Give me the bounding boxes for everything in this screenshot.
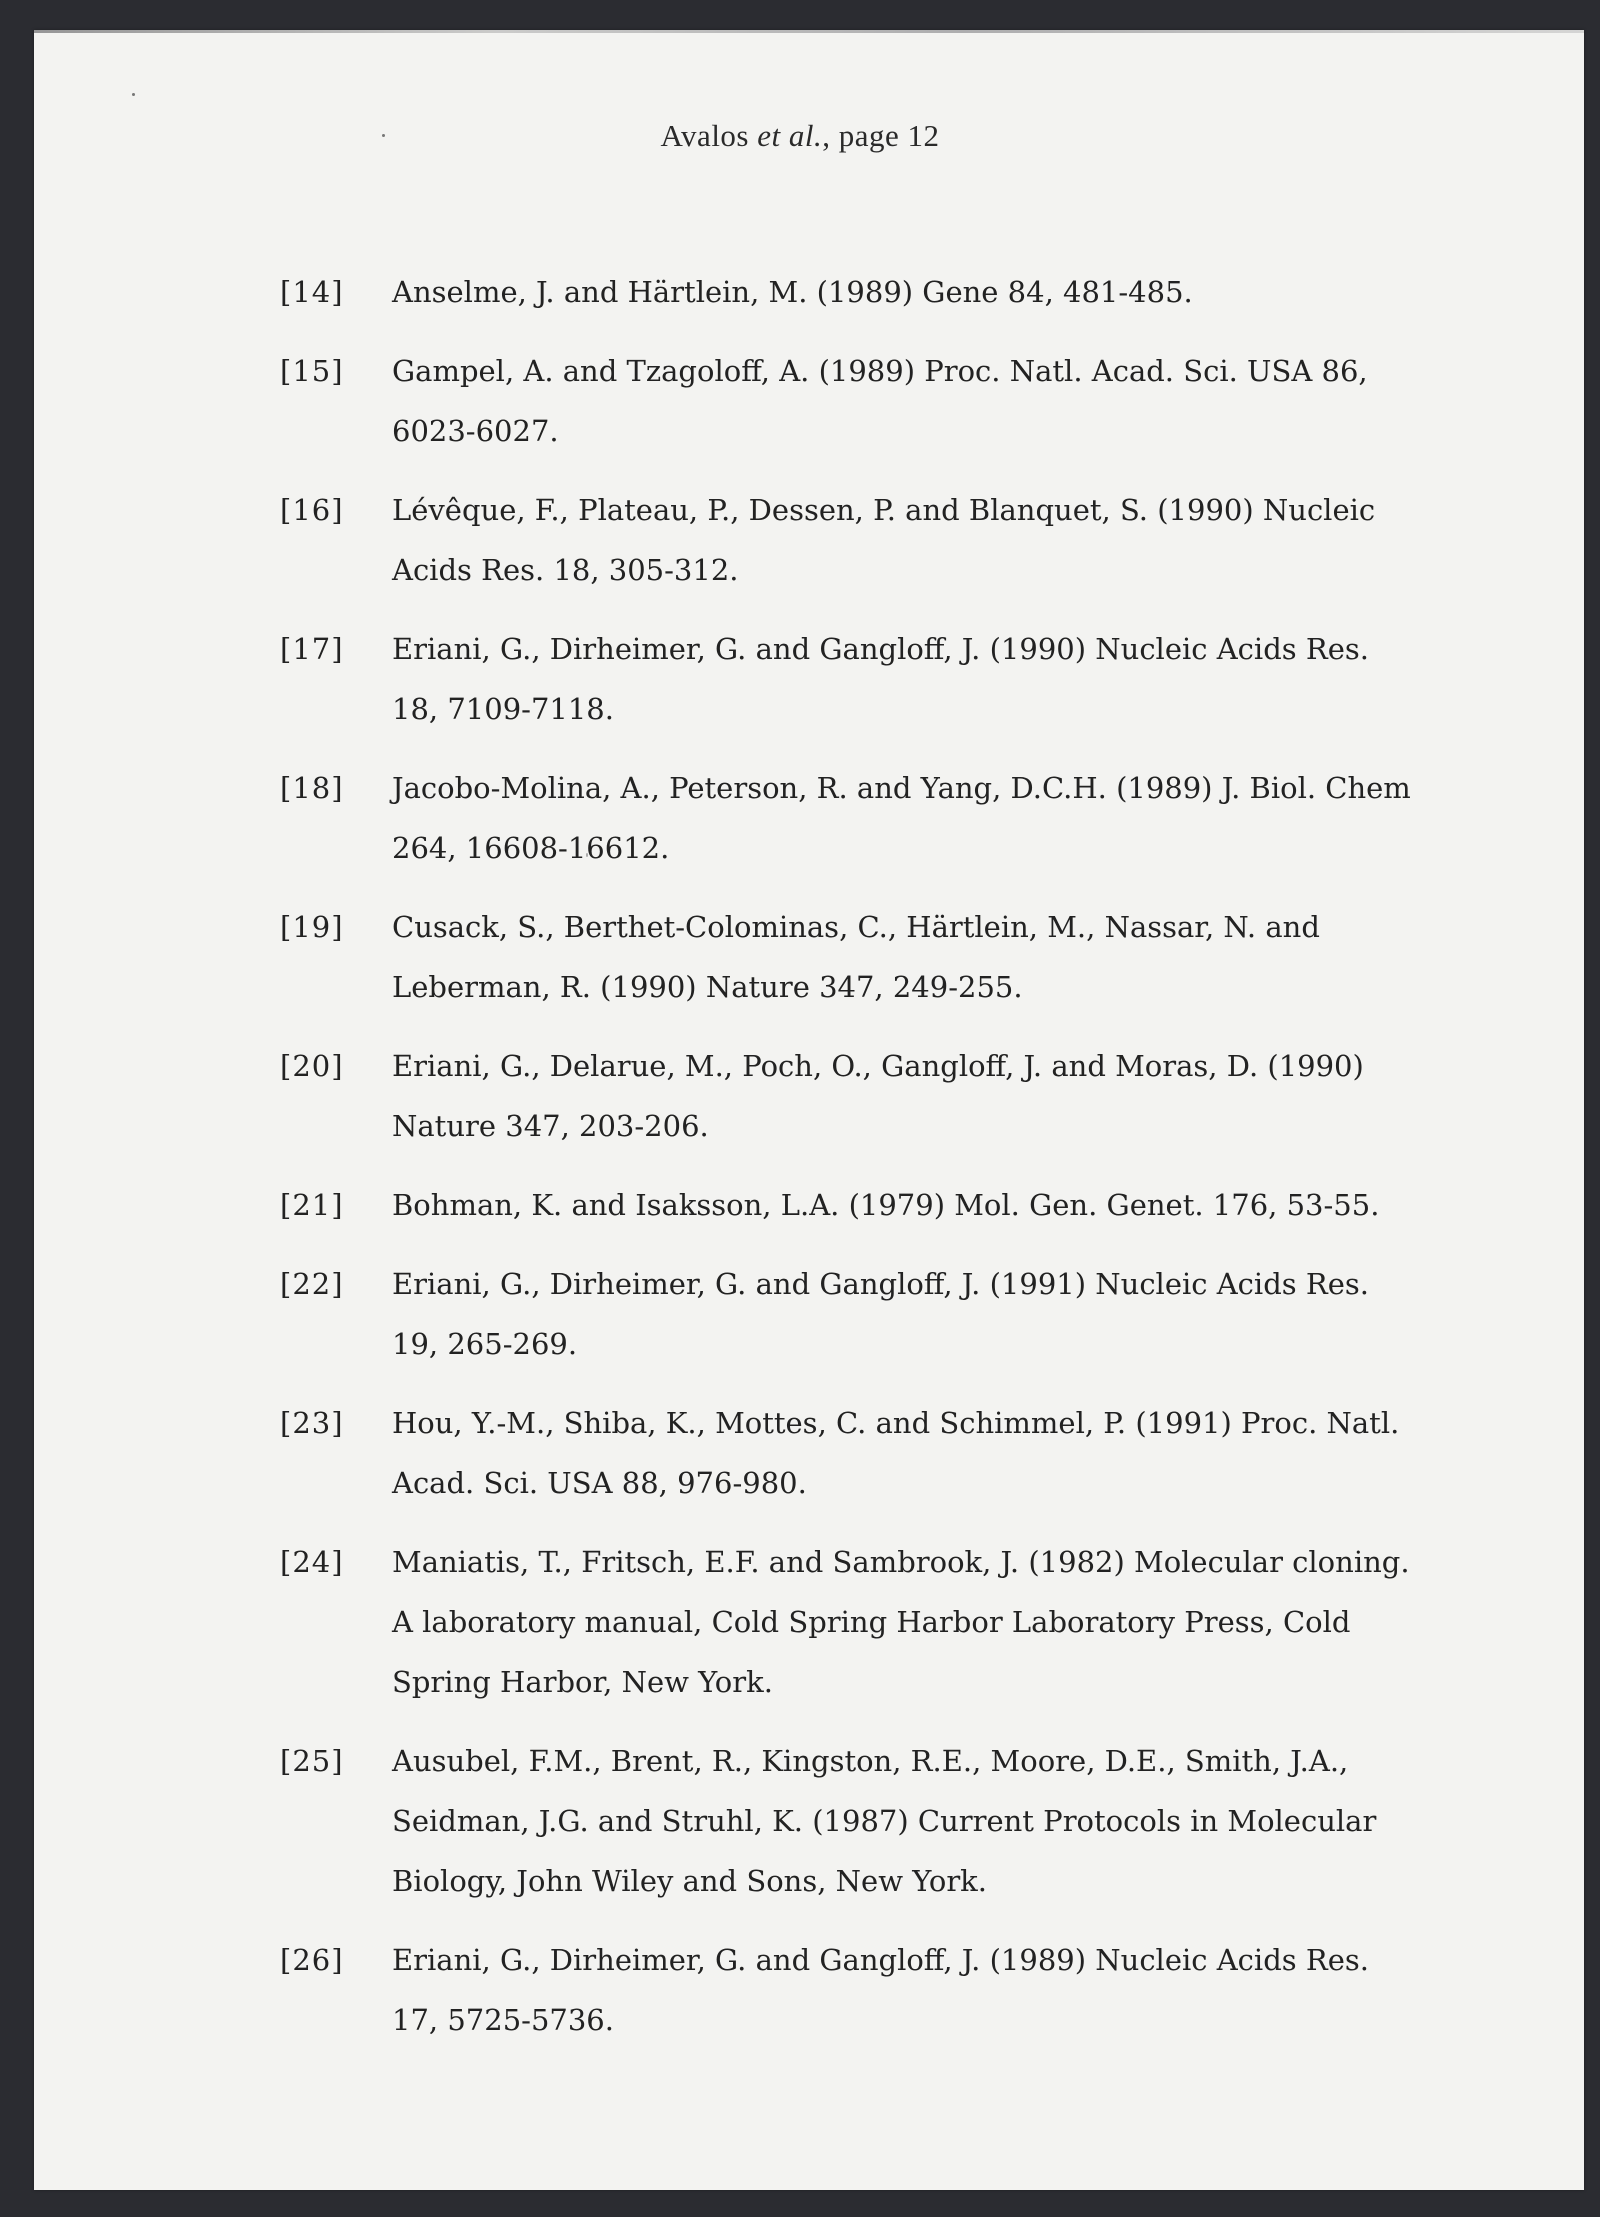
reference-item	[280, 1930, 1420, 2050]
paper-speck	[132, 93, 135, 96]
reference-number: [19]	[280, 910, 344, 944]
reference-number: [21]	[280, 1188, 344, 1222]
reference-number: [18]	[280, 771, 344, 805]
reference-text: Lévêque, F., Plateau, P., Dessen, P. and Blanquet, S. (1990) Nucleic Acids Res. 18, 305-312.	[392, 493, 1376, 587]
reference-number: [26]	[280, 1943, 344, 1977]
reference-text: Anselme, J. and Härtlein, M. (1989) Gene 84, 481-485.	[392, 275, 1193, 309]
reference-text: Bohman, K. and Isaksson, L.A. (1979) Mol. Gen. Genet. 176, 53-55.	[392, 1188, 1380, 1222]
reference-item	[280, 1731, 1420, 1911]
page-header	[0, 118, 1600, 154]
header-author: Avalos	[660, 118, 749, 153]
reference-text: Maniatis, T., Fritsch, E.F. and Sambrook, J. (1982) Molecular cloning. A laboratory manual, Cold Spring Harbor Laboratory Press, Cold Spring Harbor, New York.	[392, 1545, 1410, 1699]
reference-text: Ausubel, F.M., Brent, R., Kingston, R.E., Moore, D.E., Smith, J.A., Seidman, J.G. and Struhl, K. (1987) Current Protocols in Molecular Biology, John Wiley and Sons, New York.	[392, 1744, 1377, 1898]
reference-item	[280, 1532, 1420, 1712]
reference-item	[280, 341, 1420, 461]
reference-number: [14]	[280, 275, 344, 309]
reference-text: Eriani, G., Dirheimer, G. and Gangloff, J. (1989) Nucleic Acids Res. 17, 5725-5736.	[392, 1943, 1369, 2037]
reference-item	[280, 619, 1420, 739]
reference-text: Eriani, G., Dirheimer, G. and Gangloff, J. (1990) Nucleic Acids Res. 18, 7109-7118.	[392, 632, 1369, 726]
reference-number: [20]	[280, 1049, 344, 1083]
reference-item	[280, 1175, 1420, 1235]
reference-item	[280, 1254, 1420, 1374]
reference-number: [15]	[280, 354, 344, 388]
reference-number: [22]	[280, 1267, 344, 1301]
reference-item	[280, 897, 1420, 1017]
reference-text: Gampel, A. and Tzagoloff, A. (1989) Proc. Natl. Acad. Sci. USA 86, 6023-6027.	[392, 354, 1368, 448]
reference-item	[280, 1393, 1420, 1513]
reference-item	[280, 480, 1420, 600]
reference-number: [23]	[280, 1406, 344, 1440]
reference-number: [17]	[280, 632, 344, 666]
reference-item	[280, 758, 1420, 878]
reference-number: [16]	[280, 493, 344, 527]
reference-text: Cusack, S., Berthet-Colominas, C., Härtlein, M., Nassar, N. and Leberman, R. (1990) Nature 347, 249-255.	[392, 910, 1320, 1004]
reference-text: Eriani, G., Dirheimer, G. and Gangloff, J. (1991) Nucleic Acids Res. 19, 265-269.	[392, 1267, 1369, 1361]
reference-text: Hou, Y.-M., Shiba, K., Mottes, C. and Schimmel, P. (1991) Proc. Natl. Acad. Sci. USA 88, 976-980.	[392, 1406, 1400, 1500]
reference-number: [24]	[280, 1545, 344, 1579]
reference-number: [25]	[280, 1744, 344, 1778]
reference-text: Eriani, G., Delarue, M., Poch, O., Gangloff, J. and Moras, D. (1990) Nature 347, 203-206.	[392, 1049, 1364, 1143]
header-etal: et al.	[757, 118, 823, 153]
reference-item	[280, 262, 1420, 322]
header-page-number: , page 12	[822, 118, 940, 153]
reference-item	[280, 1036, 1420, 1156]
reference-list	[280, 262, 1420, 2069]
reference-text: Jacobo-Molina, A., Peterson, R. and Yang, D.C.H. (1989) J. Biol. Chem 264, 16608-16612.	[392, 771, 1411, 865]
